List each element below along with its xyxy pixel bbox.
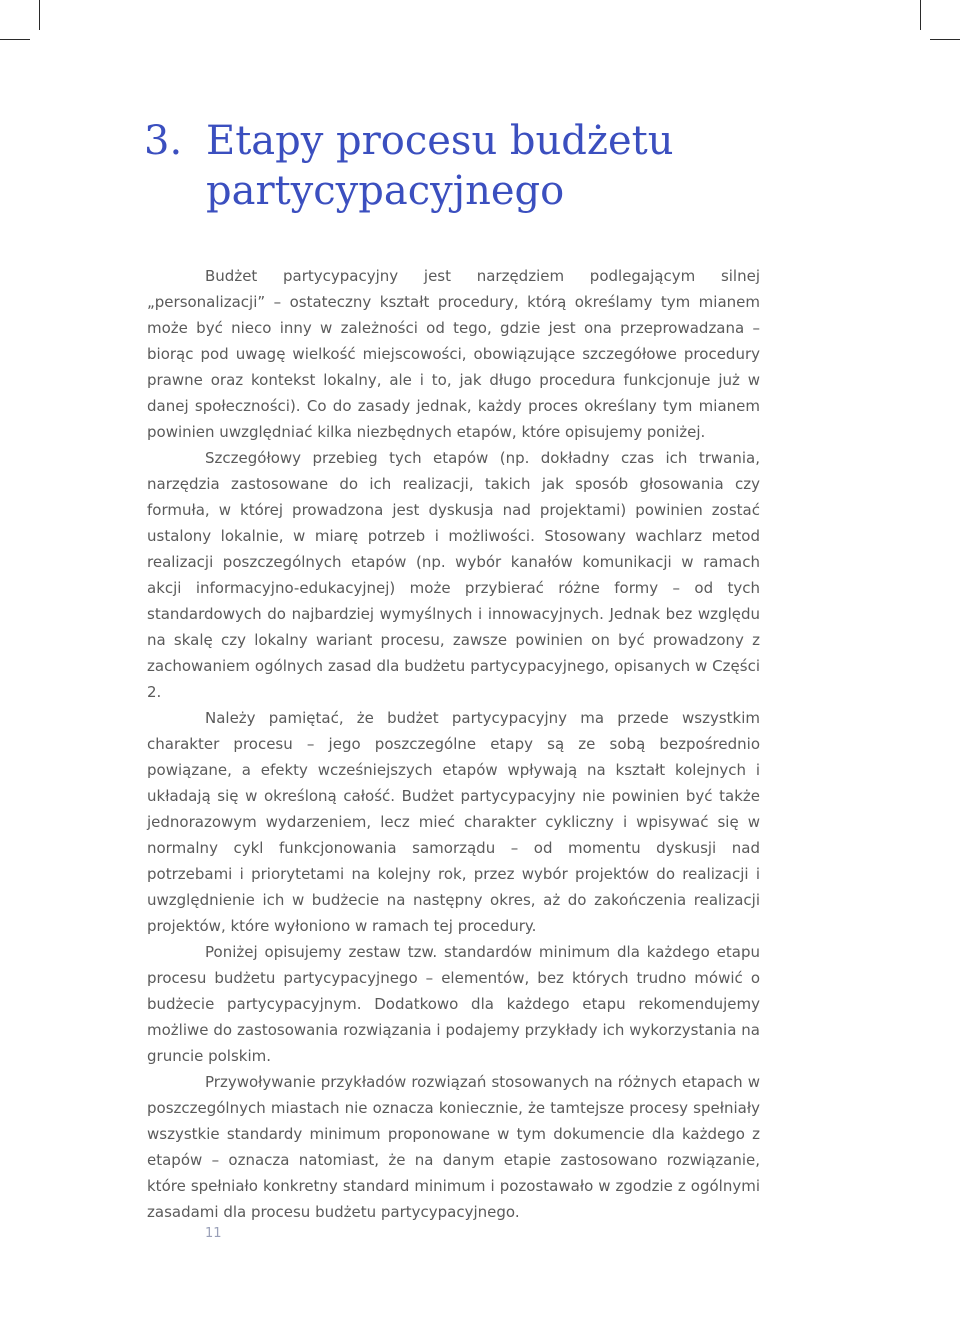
- paragraph: Szczegółowy przebieg tych etapów (np. dokładny czas ich trwania, narzędzia zastosowane do ich realizacji, takich jak sposób głosowania czy formuła, w której prowadzona jest dyskusja nad projektami) powinien zostać ustalony lokalnie, w miarę potrzeb i możliwości. Stosowany wachlarz metod realizacji poszczególnych etapów (np. wybór kanałów komunikacji w ramach akcji informacyjno-edukacyjnej) może przybierać różne formy – od tych standardowych do najbardziej wymyślnych i innowacyjnych. Jednak bez względu na skalę czy lokalny wariant procesu, zawsze powinien on być prowadzony z zachowaniem ogólnych zasad dla budżetu partycypacyjnego, opisanych w Części 2.: [147, 449, 760, 701]
- crop-mark-top-right: [920, 0, 921, 30]
- paragraph: Należy pamiętać, że budżet partycypacyjny ma przede wszystkim charakter procesu – jego poszczególne etapy są ze sobą bezpośrednio powiązane, a efekty wcześniejszych etapów wpływają na kształt kolejnych i układają się w określoną całość. Budżet partycypacyjny nie powinien być także jednorazowym wydarzeniem, lecz mieć charakter cykliczny i wpisywać się w normalny cykl funkcjonowania samorządu – od momentu dyskusji nad potrzebami i priorytetami na kolejny rok, przez wybór projektów do realizacji i uwzględnienie ich w budżecie na następny okres, aż do zakończenia realizacji projektów, które wyłoniono w ramach tej procedury.: [147, 709, 760, 935]
- paragraph: Poniżej opisujemy zestaw tzw. standardów minimum dla każdego etapu procesu budżetu partycypacyjnego – elementów, bez których trudno mówić o budżecie partycypacyjnym. Dodatkowo dla każdego etapu rekomendujemy możliwe do zastosowania rozwiązania i podajemy przykłady ich wykorzystania na gruncie polskim.: [147, 943, 760, 1065]
- crop-mark-top-left: [39, 0, 40, 30]
- crop-mark-left-top: [0, 39, 30, 40]
- page-number: 11: [205, 1226, 222, 1241]
- section-number: 3.: [144, 118, 183, 164]
- section-title: Etapy procesu budżetu partycypacyjnego: [206, 118, 674, 214]
- section-heading: [144, 116, 904, 216]
- body-text: [147, 263, 760, 1225]
- paragraph: Budżet partycypacyjny jest narzędziem podlegającym silnej „personalizacji” – ostateczny kształt procedury, którą określamy tym mianem może być nieco inny w zależności od tego, gdzie jest ona przeprowadzana – biorąc pod uwagę wielkość miejscowości, obowiązujące szczegółowe procedury prawne oraz kontekst lokalny, ale i to, jak długo procedura funkcjonuje już w danej społeczności). Co do zasady jednak, każdy proces określany tym mianem powinien uwzględniać kilka niezbędnych etapów, które opisujemy poniżej.: [147, 267, 760, 441]
- paragraph: Przywoływanie przykładów rozwiązań stosowanych na różnych etapach w poszczególnych miastach nie oznacza koniecznie, że tamtejsze procesy spełniały wszystkie standardy minimum proponowane w tym dokumencie dla każdego z etapów – oznacza natomiast, że na danym etapie zastosowano rozwiązanie, które spełniało konkretny standard minimum i pozostawało w zgodzie z ogólnymi zasadami dla procesu budżetu partycypacyjnego.: [147, 1073, 760, 1221]
- crop-mark-right-top: [930, 39, 960, 40]
